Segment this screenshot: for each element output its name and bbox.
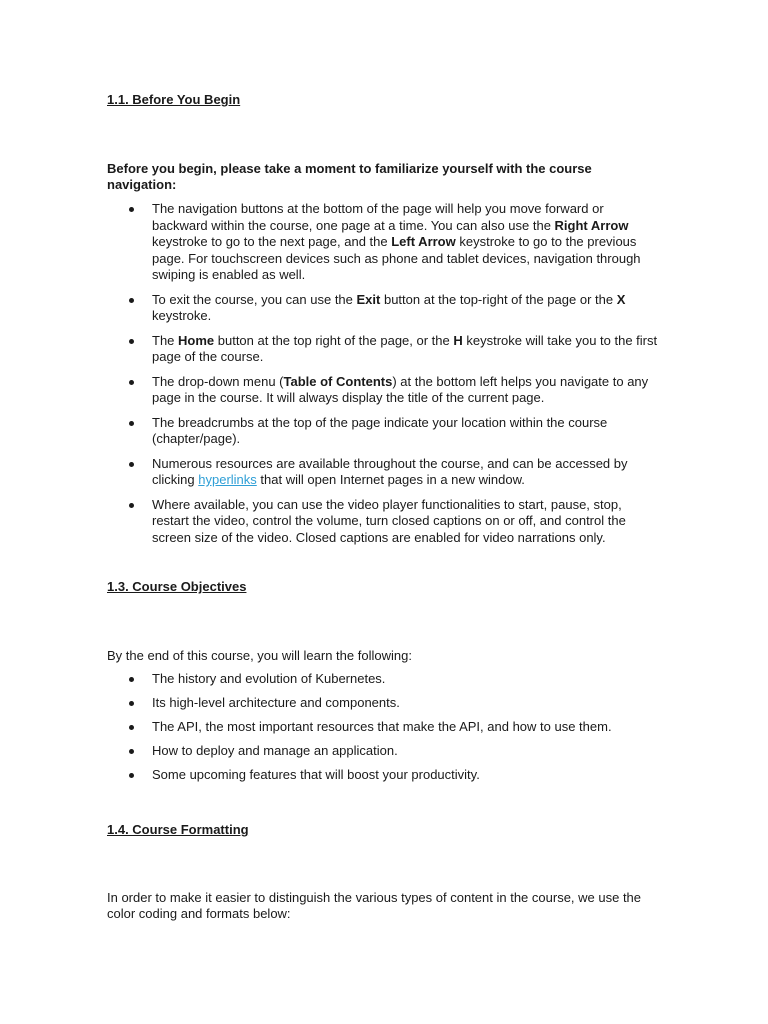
bullet-icon	[129, 421, 134, 426]
bullet-icon	[129, 503, 134, 508]
list-item: Its high-level architecture and components.	[107, 695, 662, 712]
list-item: The breadcrumbs at the top of the page indicate your location within the course (chapter/page).	[107, 415, 662, 448]
objectives-intro-text: By the end of this course, you will learn the following:	[107, 648, 412, 663]
formatting-intro-text: In order to make it easier to distinguish the various types of content in the course, we use the color coding and formats below:	[107, 890, 642, 921]
list-item: The drop-down menu (Table of Contents) at the bottom left helps you navigate to any page in the course. It will always display the title of the current page.	[107, 374, 662, 407]
section-heading-course-formatting: 1.4. Course Formatting	[107, 822, 249, 837]
list-item: Where available, you can use the video player functionalities to start, pause, stop, restart the video, control the volume, turn closed captions on or off, and control the screen size of the video. Closed captions are enabled for video narrations only.	[107, 497, 662, 547]
navigation-intro-text: Before you begin, please take a moment to familiarize yourself with the course navigation:	[107, 161, 592, 192]
bullet-icon	[129, 701, 134, 706]
bullet-icon	[129, 725, 134, 730]
bullet-icon	[129, 298, 134, 303]
bullet-icon	[129, 749, 134, 754]
bullet-icon	[129, 207, 134, 212]
list-item: Numerous resources are available throughout the course, and can be accessed by clicking hyperlinks that will open Internet pages in a new window.	[107, 456, 662, 489]
navigation-bullet-list	[107, 201, 662, 554]
bullet-icon	[129, 773, 134, 778]
list-item: The Home button at the top right of the page, or the H keystroke will take you to the first page of the course.	[107, 333, 662, 366]
section-heading-course-objectives: 1.3. Course Objectives	[107, 579, 247, 594]
hyperlinks-link[interactable]: hyperlinks	[198, 472, 257, 487]
list-item: The navigation buttons at the bottom of the page will help you move forward or backward within the course, one page at a time. You can also use the Right Arrow keystroke to go to the next page, and the Left Arrow keystroke to go to the previous page. For touchscreen devices such as phone and tablet devices, navigation through swiping is enabled as well.	[107, 201, 662, 284]
list-item: The history and evolution of Kubernetes.	[107, 671, 662, 688]
list-item: The API, the most important resources that make the API, and how to use them.	[107, 719, 662, 736]
list-item: Some upcoming features that will boost your productivity.	[107, 767, 662, 784]
bullet-icon	[129, 677, 134, 682]
bullet-icon	[129, 380, 134, 385]
bullet-icon	[129, 462, 134, 467]
list-item: How to deploy and manage an application.	[107, 743, 662, 760]
section-heading-before-you-begin: 1.1. Before You Begin	[107, 92, 241, 107]
bullet-icon	[129, 339, 134, 344]
list-item: To exit the course, you can use the Exit button at the top-right of the page or the X keystroke.	[107, 292, 662, 325]
objectives-bullet-list	[107, 671, 662, 791]
